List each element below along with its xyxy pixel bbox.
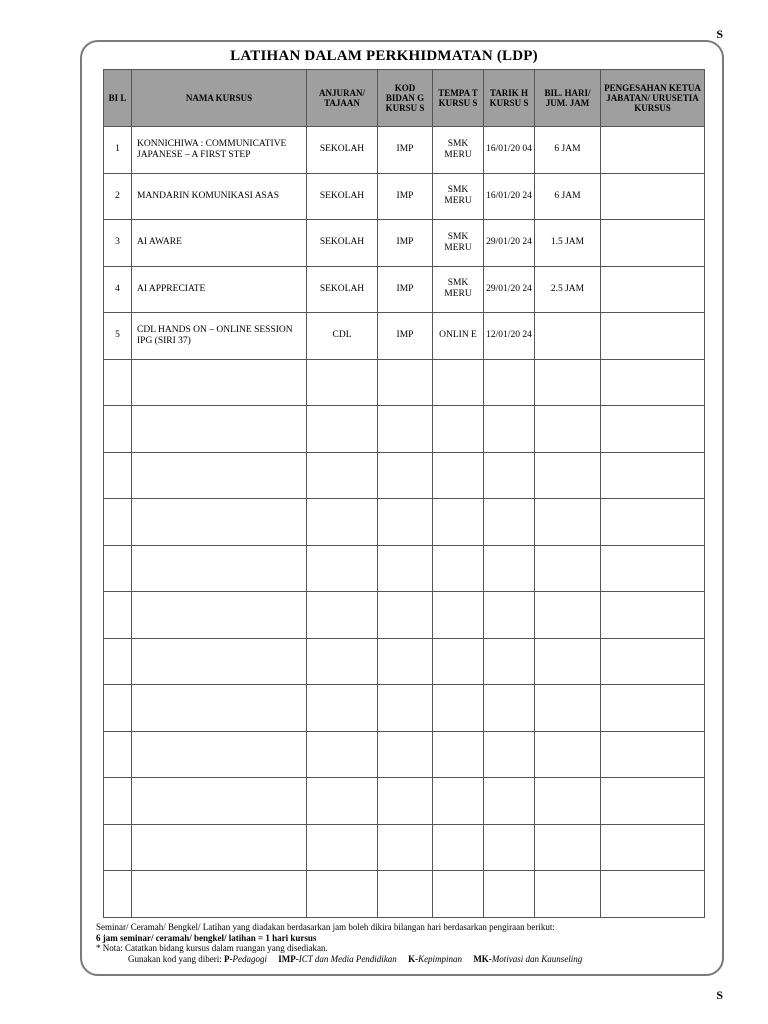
table-row: [104, 731, 705, 778]
code-k: K-: [408, 953, 419, 964]
cell-pengesahan: [601, 638, 705, 685]
page-corner-mark-top: S: [716, 27, 723, 41]
cell-bil-hari: 6 JAM: [535, 173, 601, 220]
cell-pengesahan: [601, 220, 705, 267]
cell-anjuran: [307, 499, 378, 546]
header-tarikh: TARIK H KURSU S: [484, 70, 535, 127]
table-row: [104, 313, 705, 360]
header-nama-kursus: NAMA KURSUS: [132, 70, 307, 127]
cell-bil-hari: [535, 685, 601, 732]
cell-tempat: SMK MERU: [433, 220, 484, 267]
table-row: [104, 266, 705, 313]
cell-kod-bidang: IMP: [378, 313, 433, 360]
table-row: [104, 545, 705, 592]
cell-anjuran: SEKOLAH: [307, 266, 378, 313]
table-row: [104, 499, 705, 546]
cell-bil: [104, 638, 132, 685]
table-header-row: [104, 70, 705, 127]
cell-pengesahan: [601, 731, 705, 778]
cell-anjuran: [307, 406, 378, 453]
header-pengesahan: PENGESAHAN KETUA JABATAN/ URUSETIA KURSUS: [601, 70, 705, 127]
cell-tarikh: 29/01/20 24: [484, 220, 535, 267]
cell-pengesahan: [601, 266, 705, 313]
cell-bil: [104, 499, 132, 546]
cell-nama-kursus: CDL HANDS ON – ONLINE SESSION IPG (SIRI 37): [132, 313, 307, 360]
cell-nama-kursus: [132, 406, 307, 453]
cell-nama-kursus: [132, 499, 307, 546]
cell-bil-hari: [535, 731, 601, 778]
cell-anjuran: SEKOLAH: [307, 127, 378, 174]
cell-tarikh: [484, 778, 535, 825]
ldp-table: [103, 69, 705, 918]
cell-kod-bidang: [378, 871, 433, 918]
cell-tempat: [433, 406, 484, 453]
table-row: [104, 127, 705, 174]
cell-pengesahan: [601, 406, 705, 453]
cell-nama-kursus: [132, 359, 307, 406]
cell-anjuran: [307, 824, 378, 871]
table-row: [104, 173, 705, 220]
cell-bil: [104, 592, 132, 639]
cell-bil: [104, 406, 132, 453]
cell-bil: 5: [104, 313, 132, 360]
code-imp-meaning: ICT dan Media Pendidikan: [298, 953, 397, 964]
cell-pengesahan: [601, 592, 705, 639]
cell-kod-bidang: [378, 592, 433, 639]
cell-bil: [104, 778, 132, 825]
code-legend: [96, 954, 582, 965]
cell-nama-kursus: [132, 685, 307, 732]
cell-pengesahan: [601, 778, 705, 825]
cell-bil: 4: [104, 266, 132, 313]
code-k-meaning: Kepimpinan: [418, 953, 463, 964]
cell-kod-bidang: [378, 545, 433, 592]
cell-bil-hari: [535, 406, 601, 453]
cell-bil: [104, 545, 132, 592]
cell-pengesahan: [601, 313, 705, 360]
cell-tarikh: [484, 452, 535, 499]
page-title: LATIHAN DALAM PERKHIDMATAN (LDP): [230, 48, 538, 64]
cell-tarikh: 16/01/20 24: [484, 173, 535, 220]
cell-tarikh: 29/01/20 24: [484, 266, 535, 313]
cell-anjuran: [307, 545, 378, 592]
header-tempat: TEMPA T KURSU S: [433, 70, 484, 127]
cell-anjuran: [307, 731, 378, 778]
cell-kod-bidang: [378, 406, 433, 453]
code-legend-prefix: Gunakan kod yang diberi:: [128, 953, 224, 964]
cell-bil: [104, 824, 132, 871]
cell-anjuran: [307, 871, 378, 918]
cell-pengesahan: [601, 127, 705, 174]
cell-nama-kursus: AI AWARE: [132, 220, 307, 267]
header-bil-hari: BIL. HARI/ JUM. JAM: [535, 70, 601, 127]
cell-anjuran: [307, 778, 378, 825]
cell-pengesahan: [601, 871, 705, 918]
cell-nama-kursus: [132, 638, 307, 685]
cell-kod-bidang: IMP: [378, 266, 433, 313]
cell-bil-hari: [535, 824, 601, 871]
cell-bil: 3: [104, 220, 132, 267]
table-row: [104, 778, 705, 825]
code-p: P-: [223, 953, 233, 964]
cell-tempat: SMK MERU: [433, 173, 484, 220]
cell-bil-hari: [535, 545, 601, 592]
table-row: [104, 685, 705, 732]
cell-kod-bidang: [378, 359, 433, 406]
table-row: [104, 824, 705, 871]
cell-bil-hari: [535, 499, 601, 546]
cell-bil-hari: [535, 871, 601, 918]
code-mk: MK-: [473, 953, 492, 964]
cell-tempat: [433, 452, 484, 499]
cell-anjuran: [307, 638, 378, 685]
header-kod-bidang: KOD BIDAN G KURSU S: [378, 70, 433, 127]
cell-pengesahan: [601, 499, 705, 546]
cell-tarikh: 12/01/20 24: [484, 313, 535, 360]
cell-bil: [104, 359, 132, 406]
note-line-1: Seminar/ Ceramah/ Bengkel/ Latihan yang diadakan berdasarkan jam boleh dikira bilangan hari berdasarkan pengiraan berikut:: [96, 922, 555, 932]
cell-anjuran: [307, 359, 378, 406]
cell-tarikh: [484, 406, 535, 453]
cell-kod-bidang: [378, 499, 433, 546]
cell-pengesahan: [601, 545, 705, 592]
cell-tempat: [433, 685, 484, 732]
cell-tarikh: [484, 824, 535, 871]
cell-tempat: [433, 824, 484, 871]
cell-tarikh: 16/01/20 04: [484, 127, 535, 174]
cell-bil-hari: 2.5 JAM: [535, 266, 601, 313]
code-p-meaning: Pedagogi: [232, 953, 267, 964]
cell-anjuran: [307, 452, 378, 499]
cell-bil: [104, 452, 132, 499]
code-imp: IMP-: [278, 953, 299, 964]
cell-bil: [104, 685, 132, 732]
cell-pengesahan: [601, 824, 705, 871]
cell-kod-bidang: [378, 778, 433, 825]
table-row: [104, 452, 705, 499]
cell-tempat: ONLIN E: [433, 313, 484, 360]
cell-kod-bidang: [378, 638, 433, 685]
cell-bil-hari: [535, 638, 601, 685]
header-bil: BI L: [104, 70, 132, 127]
cell-anjuran: SEKOLAH: [307, 173, 378, 220]
cell-bil-hari: 1.5 JAM: [535, 220, 601, 267]
cell-nama-kursus: [132, 871, 307, 918]
code-mk-meaning: Motivasi dan Kaunseling: [491, 953, 583, 964]
cell-tempat: SMK MERU: [433, 127, 484, 174]
cell-tarikh: [484, 731, 535, 778]
cell-kod-bidang: [378, 685, 433, 732]
table-row: [104, 406, 705, 453]
table-row: [104, 638, 705, 685]
cell-kod-bidang: IMP: [378, 220, 433, 267]
cell-nama-kursus: [132, 824, 307, 871]
cell-tempat: [433, 592, 484, 639]
cell-tarikh: [484, 592, 535, 639]
cell-tarikh: [484, 685, 535, 732]
cell-nama-kursus: [132, 778, 307, 825]
cell-tempat: [433, 731, 484, 778]
note-line-2: 6 jam seminar/ ceramah/ bengkel/ latihan = 1 hari kursus: [96, 932, 317, 943]
cell-kod-bidang: [378, 731, 433, 778]
cell-bil-hari: 6 JAM: [535, 127, 601, 174]
cell-bil-hari: [535, 313, 601, 360]
cell-kod-bidang: IMP: [378, 127, 433, 174]
cell-kod-bidang: [378, 452, 433, 499]
cell-tarikh: [484, 545, 535, 592]
cell-pengesahan: [601, 173, 705, 220]
cell-tarikh: [484, 638, 535, 685]
table-row: [104, 592, 705, 639]
cell-anjuran: CDL: [307, 313, 378, 360]
table-row: [104, 871, 705, 918]
cell-pengesahan: [601, 359, 705, 406]
cell-nama-kursus: AI APPRECIATE: [132, 266, 307, 313]
cell-tempat: [433, 871, 484, 918]
cell-tempat: [433, 638, 484, 685]
cell-tarikh: [484, 499, 535, 546]
cell-bil-hari: [535, 592, 601, 639]
cell-bil: 2: [104, 173, 132, 220]
cell-tempat: [433, 778, 484, 825]
cell-nama-kursus: [132, 452, 307, 499]
cell-bil: [104, 871, 132, 918]
table-row: [104, 220, 705, 267]
cell-tempat: [433, 545, 484, 592]
cell-tempat: [433, 359, 484, 406]
cell-nama-kursus: [132, 545, 307, 592]
header-anjuran: ANJURAN/ TAJAAN: [307, 70, 378, 127]
table-row: [104, 359, 705, 406]
cell-bil: 1: [104, 127, 132, 174]
cell-anjuran: [307, 685, 378, 732]
cell-tarikh: [484, 871, 535, 918]
cell-tempat: [433, 499, 484, 546]
cell-pengesahan: [601, 685, 705, 732]
cell-nama-kursus: MANDARIN KOMUNIKASI ASAS: [132, 173, 307, 220]
note-line-3: * Nota: Catatkan bidang kursus dalam ruangan yang disediakan.: [96, 943, 328, 953]
cell-tempat: SMK MERU: [433, 266, 484, 313]
cell-pengesahan: [601, 452, 705, 499]
cell-kod-bidang: IMP: [378, 173, 433, 220]
cell-anjuran: SEKOLAH: [307, 220, 378, 267]
cell-bil: [104, 731, 132, 778]
footnotes: [96, 922, 582, 964]
cell-kod-bidang: [378, 824, 433, 871]
cell-bil-hari: [535, 359, 601, 406]
cell-nama-kursus: KONNICHIWA : COMMUNICATIVE JAPANESE – A FIRST STEP: [132, 127, 307, 174]
cell-nama-kursus: [132, 731, 307, 778]
cell-bil-hari: [535, 452, 601, 499]
cell-nama-kursus: [132, 592, 307, 639]
page-corner-mark-bottom: S: [716, 988, 723, 1002]
cell-tarikh: [484, 359, 535, 406]
cell-bil-hari: [535, 778, 601, 825]
cell-anjuran: [307, 592, 378, 639]
